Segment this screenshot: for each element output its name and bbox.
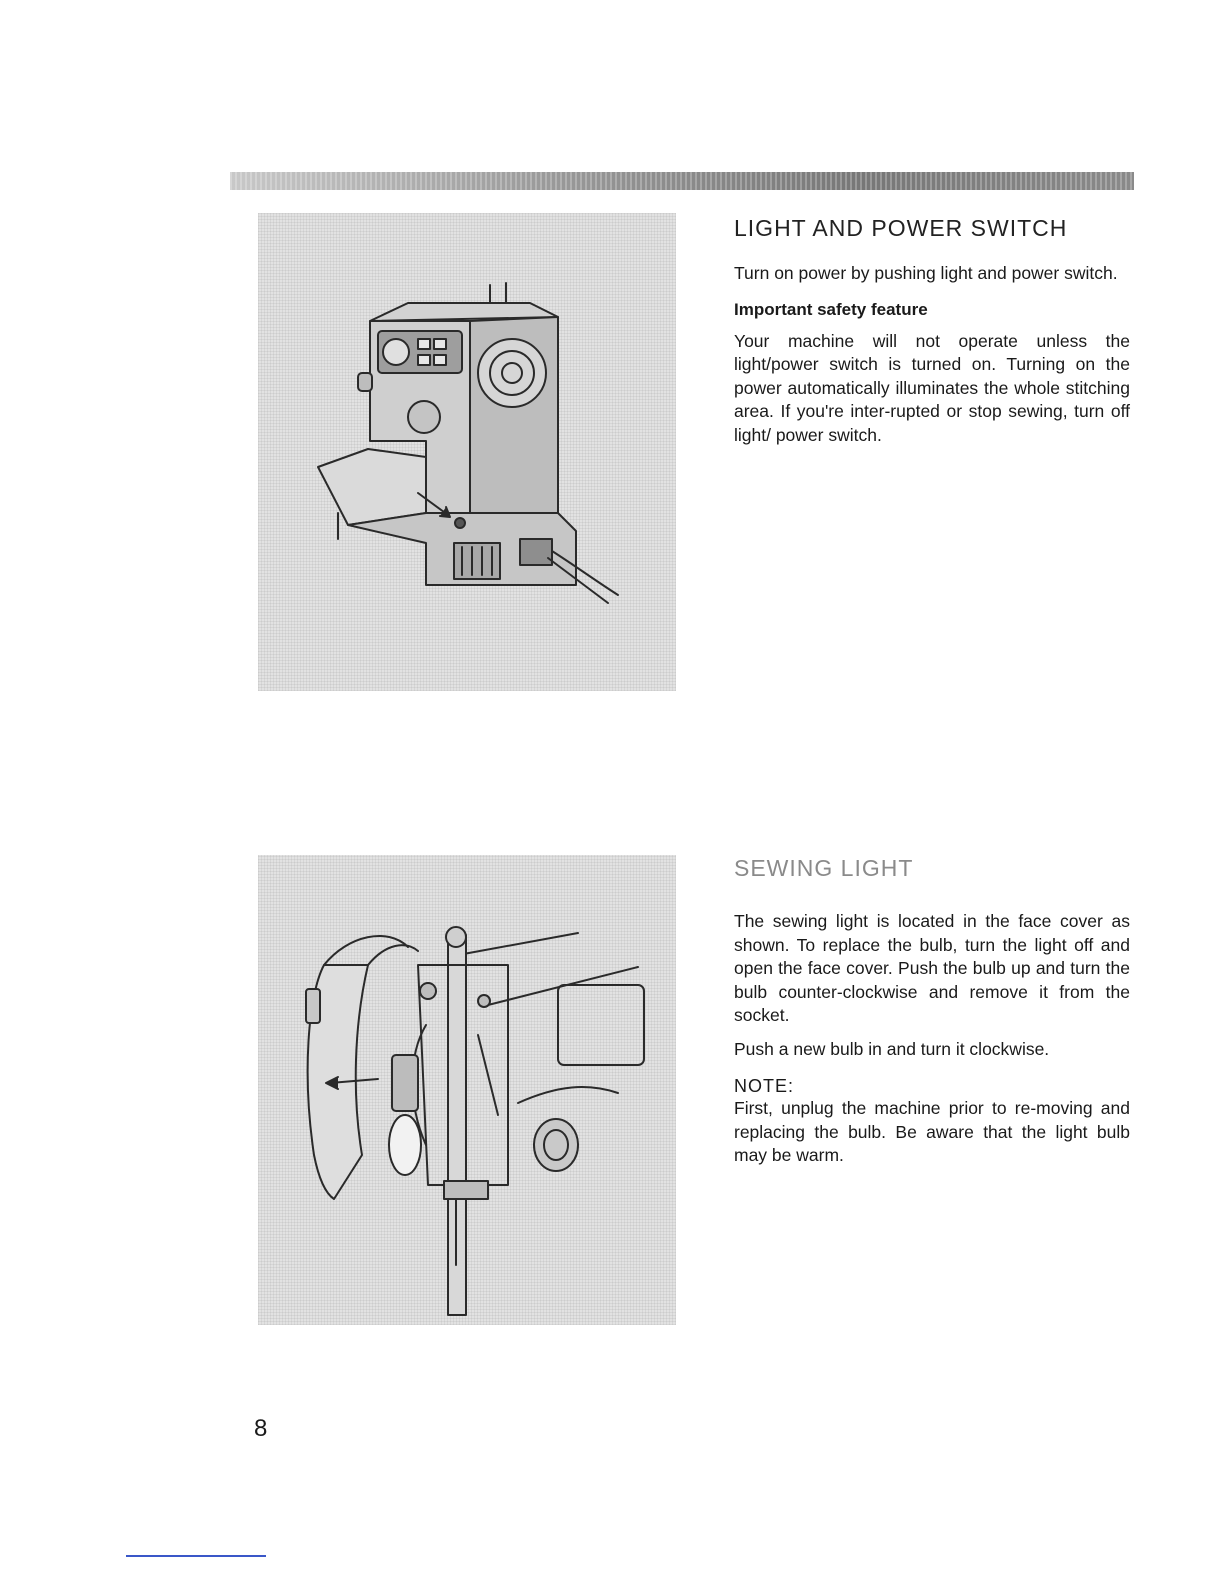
face-cover-drawing bbox=[258, 855, 676, 1325]
sewing-light-section bbox=[734, 855, 1130, 1178]
sewing-machine-illustration bbox=[258, 213, 676, 691]
tension-knob bbox=[534, 1119, 578, 1171]
arm-window bbox=[558, 985, 644, 1065]
stitch-dial bbox=[408, 401, 440, 433]
page-number: 8 bbox=[254, 1415, 268, 1442]
section-title-sewing-light: SEWING LIGHT bbox=[734, 855, 914, 881]
sewing-machine-drawing bbox=[258, 213, 676, 691]
safety-feature-heading: Important safety feature bbox=[734, 299, 928, 319]
light-bulb bbox=[389, 1115, 421, 1175]
side-knob bbox=[358, 373, 372, 391]
presser-foot bbox=[444, 1181, 488, 1199]
machine-arm-top bbox=[458, 933, 578, 955]
free-arm bbox=[318, 449, 426, 525]
section-title-light-power-switch: LIGHT AND POWER SWITCH bbox=[734, 215, 1068, 241]
power-plug bbox=[520, 539, 552, 565]
power-instruction-text: Turn on power by pushing light and power switch. bbox=[734, 263, 1118, 283]
cover-latch bbox=[306, 989, 320, 1023]
vent-grille bbox=[454, 543, 500, 579]
top-rule bbox=[230, 172, 1134, 190]
note-label: NOTE: bbox=[734, 1076, 795, 1096]
bottom-link-underline[interactable] bbox=[126, 1555, 266, 1557]
sewing-light-illustration bbox=[258, 855, 676, 1325]
new-bulb-text: Push a new bulb in and turn it clockwise. bbox=[734, 1038, 1050, 1059]
pattern-dial bbox=[383, 339, 409, 365]
bulb-socket bbox=[392, 1055, 418, 1111]
face-cover-rim bbox=[324, 936, 408, 965]
power-switch bbox=[455, 518, 465, 528]
note-text: First, unplug the machine prior to re-moving and replacing the bulb. Be aware that the light bulb may be warm. bbox=[734, 1098, 1130, 1165]
handwheel bbox=[478, 339, 546, 407]
light-power-switch-section bbox=[734, 215, 1130, 457]
safety-feature-text: Your machine will not operate unless the light/power switch is turned on. Turning on the power automatically illuminates the whole stitching area. If you're inter-rupted or stop sewing, turn off light/ power switch. bbox=[734, 330, 1130, 445]
bulb-replacement-text: The sewing light is located in the face cover as shown. To replace the bulb, turn the light off and open the face cover. Push the bulb up and turn the bulb counter-clockwise and remove it from the socket. bbox=[734, 911, 1130, 1025]
